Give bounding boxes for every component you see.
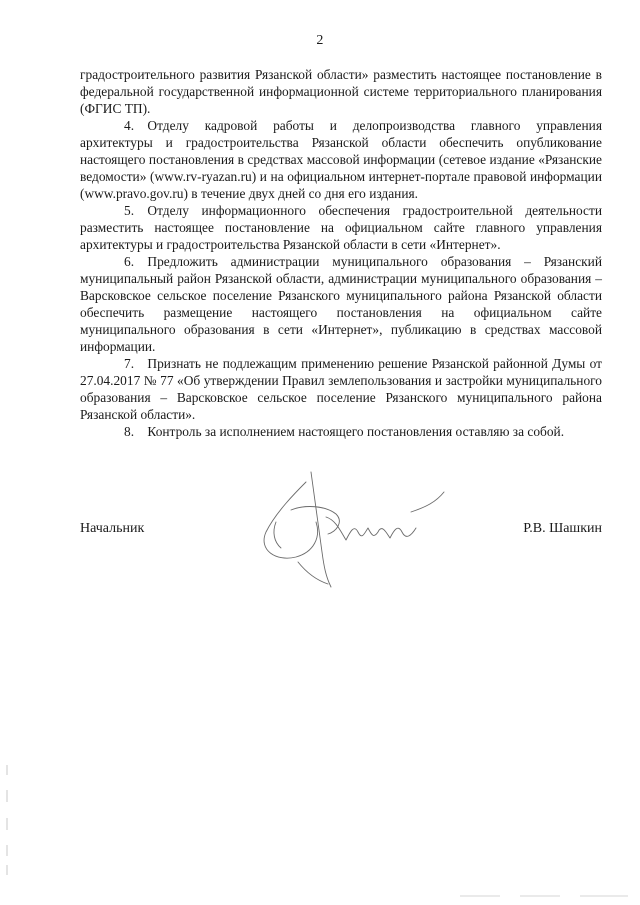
- paragraph-item-8: 8. Контроль за исполнением настоящего постановления оставляю за собой.: [124, 424, 565, 439]
- paragraph-continuation: градостроительного развития Рязанской области» разместить настоящее постановление в федеральной государственной информационной системе территориального планирования (ФГИС ТП).: [80, 67, 602, 116]
- scan-margin-marks: [4, 760, 12, 880]
- paragraph-item-4: 4. Отделу кадровой работы и делопроизводства главного управления архитектуры и градостроительства Рязанской области обеспечить опубликование настоящего постановления в средствах массовой информации (сетевое издание «Рязанские ведомости» (www.rv-ryazan.ru) и на официальном интернет-портале правовой информации (www.pravo.gov.ru) в течение двух дней со дня его издания.: [80, 118, 602, 201]
- scan-bottom-marks: [460, 893, 630, 899]
- signer-title: Начальник: [80, 521, 145, 536]
- paragraph-item-6: 6. Предложить администрации муниципального образования – Рязанский муниципальный район Рязанской области, администрации муниципального образования – Варсковское сельское поселение Рязанского муниципального района Рязанской области обеспечить размещение настоящего постановления на официальном сайте муниципального образования в сети «Интернет», публикацию в средствах массовой информации.: [80, 254, 602, 354]
- paragraph-item-5: 5. Отделу информационного обеспечения градостроительной деятельности разместить настоящее постановление на официальном сайте главного управления архитектуры и градостроительства Рязанской области в сети «Интернет».: [80, 203, 602, 252]
- document-body: [80, 66, 602, 440]
- signature-block: [80, 521, 602, 541]
- signer-name: Р.В. Шашкин: [523, 521, 602, 536]
- paragraph-item-7: 7. Признать не подлежащим применению решение Рязанской районной Думы от 27.04.2017 № 77 «Об утверждении Правил землепользования и застройки муниципального образования – Варсковское сельское поселение Рязанского муниципального района Рязанской области».: [80, 356, 602, 422]
- page-number: 2: [316, 33, 324, 48]
